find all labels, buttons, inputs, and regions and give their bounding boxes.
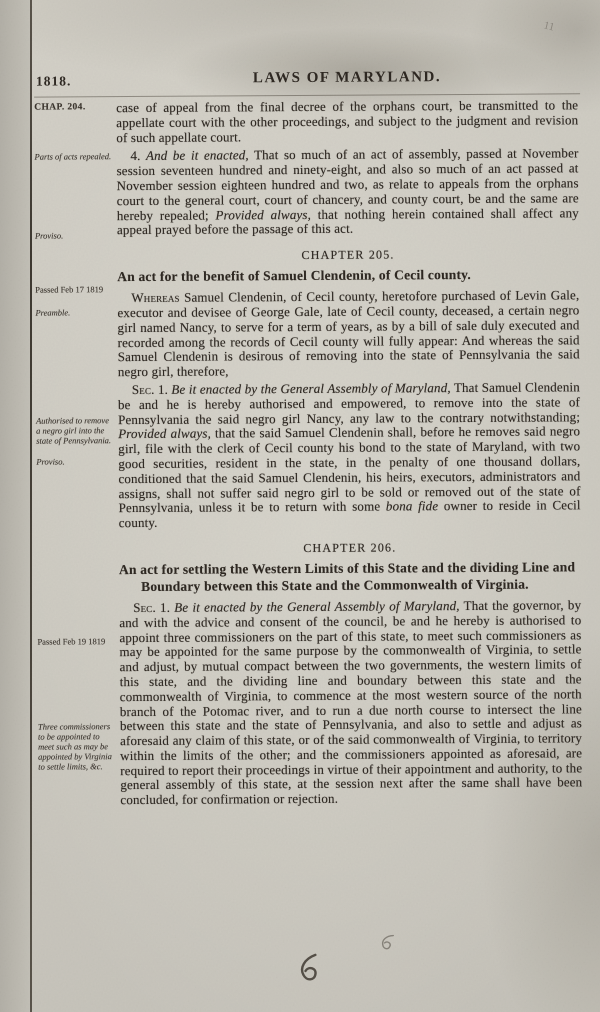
text-run: 1. — [155, 599, 175, 615]
text-run: Provided always, — [215, 206, 312, 223]
text-run: 1. — [154, 381, 172, 397]
small-flourish-icon — [376, 930, 398, 955]
text-run: That so much of an act of assembly, passed at November session seventeen hundred and ninety-eight, and also so much of an act passed at November session eighteen hundred and two, as relate to appeals from the orphans court to the general court, court of chancery, and county court, be and the same are hereby repealed; — [116, 145, 579, 223]
text-run: Whereas — [131, 289, 180, 306]
text-run: that the said Samuel Clendenin shall, before he removes said negro girl, file with the clerk of Cecil county his bond to the state of Maryland, with two good securities, resident in the state, in the penalty of one thousand dollars, conditioned that the said Samuel Clendenin, his heirs, executors, administrators and assigns, shall not suffer said negro girl to be sold or removed out of the state of Pennsylvania, unless it be to return with some — [118, 423, 581, 516]
act-205-title: An act for the benefit of Samuel Clendenin, of Cecil county. — [117, 267, 471, 285]
text-run: Provided always, — [118, 425, 212, 442]
text-run: Samuel Clendenin, of Cecil county, heretofore purchased of Levin Gale, executor and devisee of George Gale, late of Cecil county, deceased, a certain negro girl named Nancy, to serve for a term of years, as by a bill of sale duly executed and recorded among the records of Cecil county will fully appear: And whereas the said Samuel Clendenin is desirous of removing into the state of Pennsylvania the said negro girl, therefore, — [117, 287, 580, 380]
text-run: Sec. — [131, 381, 155, 397]
paragraph-sec1-act-206 — [119, 598, 582, 808]
text-run: Be it enacted by the General Assembly of Maryland, — [174, 597, 460, 615]
text-run: That Samuel Clendenin be and he is hereby authorised and empowered, to remove into the state of Pennsylvania the said negro girl Nancy, any law to the contrary notwithstanding; — [117, 379, 581, 427]
paragraph-section-4-repeal — [116, 147, 579, 239]
text-run: that nothing herein contained shall affect any appeal prayed before the passage of this act. — [116, 204, 579, 238]
sidenote-three-commissioners: Three commissioners to be appointed to meet such as may be appointed by Virginia to settle limits, &c. — [37, 721, 112, 772]
sidenote-chap-204: CHAP. 204. — [34, 102, 86, 113]
text-run: Be it enacted by the General Assembly of Maryland, — [171, 380, 451, 397]
paragraph-sec1-act-205 — [118, 380, 581, 531]
sidenote-parts-of-acts-repealed: Parts of acts repealed. — [34, 151, 112, 162]
text-run: And be it enacted, — [145, 147, 249, 164]
printers-ornament-icon — [295, 952, 323, 986]
text-run: Sec. — [133, 599, 156, 615]
text-run: That the governor, by and with the advice and consent of the council, be and he hereby is authorised to appoint three commissioners on the part of this state, to meet such commissioners as may be appointed for the same purpose by the commonwealth of Virginia, to settle and adjust, by mutual compact between the two governments, the western limits of this state, and the dividing line and boundary between this state and the commonwealth of Virginia, to commence at the most western source of the north branch of the Potomac river, and to run a due north course to intersect the line between this state and the state of Pennsylvania, and also to settle and adjust as aforesaid any claim of this state, or of the said commonwealth of Virginia, to territory within the limits of the other; and the commissioners appointed as aforesaid, are required to report their proceedings in virtue of their appointment and authority, to the general assembly of this state, at the session next after the same shall have been concluded, for confirmation or rejection. — [119, 597, 583, 808]
page-title: LAWS OF MARYLAND. — [252, 69, 442, 87]
act-206-title: An act for settling the Western Limits of this State and the dividing Line and Boundary between this State and the Commonwealth of Virginia. — [118, 559, 576, 594]
page-year: 1818. — [35, 73, 72, 89]
text-run: 4. — [130, 148, 147, 164]
chapter-205-heading: CHAPTER 205. — [301, 247, 395, 263]
stray-ink-mark: 11 — [542, 19, 556, 34]
main-text-column — [116, 98, 582, 808]
sidenote-authorised-to-remove: Authorised to remove a negro girl into the state of Pennsylvania. — [36, 415, 112, 446]
text-run: bona fide — [385, 498, 439, 514]
text-run: owner to reside in Cecil county. — [118, 497, 581, 531]
sidenote-preamble: Preamble. — [35, 307, 71, 318]
sidenote-proviso-2: Proviso. — [36, 456, 65, 467]
paragraph-whereas-preamble — [117, 288, 580, 380]
paragraph-appeal-continuation — [116, 98, 578, 145]
sidenote-passed-feb-17-1819: Passed Feb 17 1819 — [35, 284, 104, 295]
text-run: case of appeal from the final decree of the orphans court, be transmitted to the appellate court with the other proceedings, and subject to the judgment and revision of such appellate court. — [116, 97, 579, 145]
sidenote-proviso-1: Proviso. — [34, 230, 64, 241]
sidenote-passed-feb-19-1819: Passed Feb 19 1819 — [37, 636, 106, 647]
chapter-206-heading: CHAPTER 206. — [303, 540, 397, 555]
